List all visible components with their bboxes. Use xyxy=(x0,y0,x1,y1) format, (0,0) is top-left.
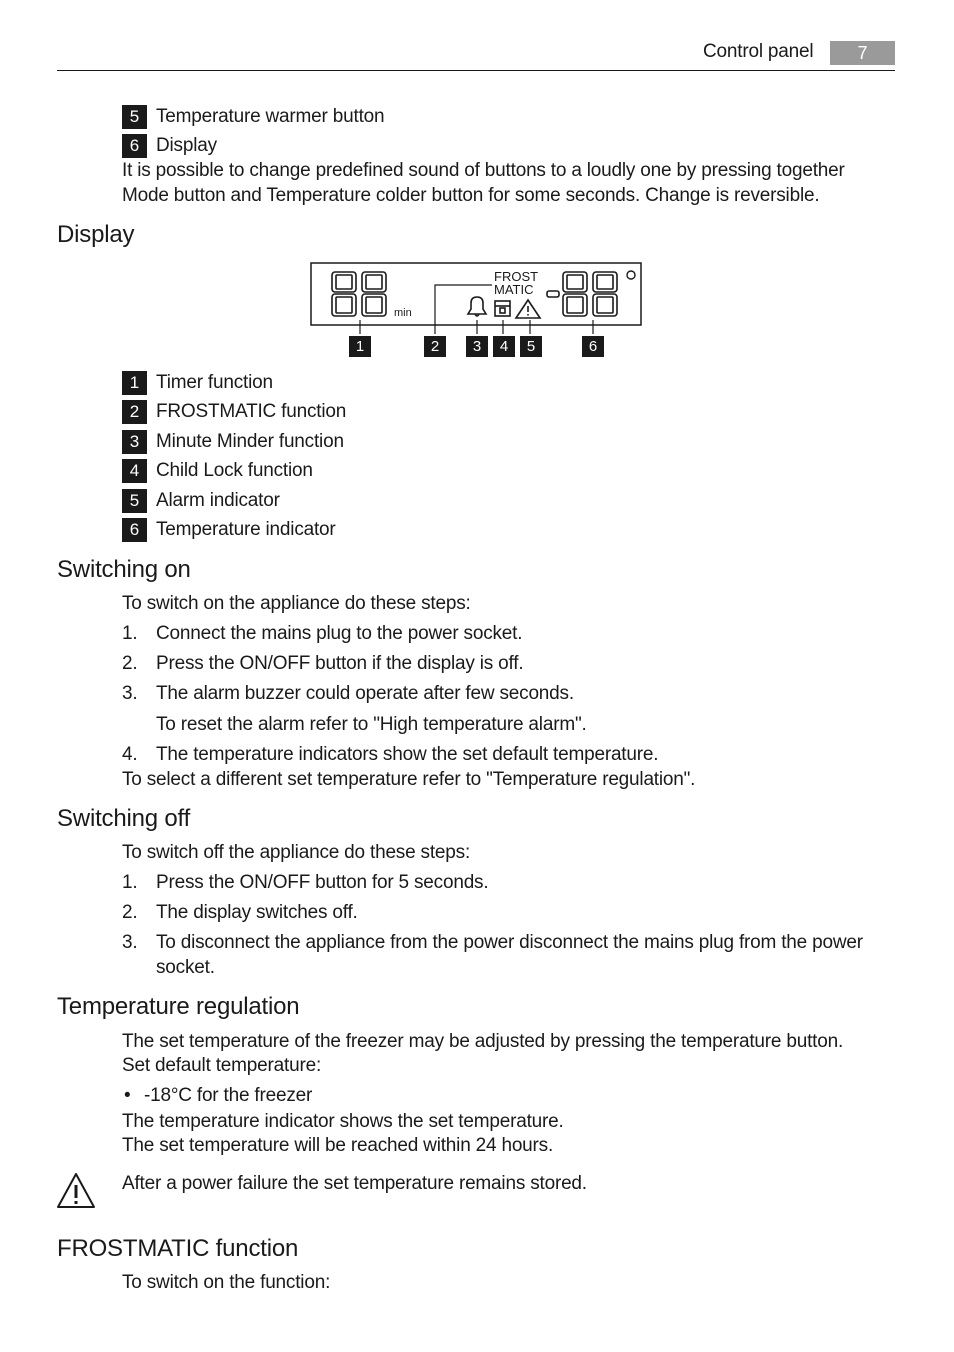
section-heading-temperature-regulation: Temperature regulation xyxy=(57,993,300,1020)
step-text: Connect the mains plug to the power socket. xyxy=(156,623,523,644)
paragraph-line: Set default temperature: xyxy=(122,1055,322,1076)
paragraph-line: The set temperature will be reached within 24 hours. xyxy=(122,1135,554,1156)
section-heading-frostmatic: FROSTMATIC function xyxy=(57,1235,299,1262)
item-number-badge: 5 xyxy=(122,105,147,129)
switching-on-intro: To switch on the appliance do these steps: xyxy=(122,593,471,614)
step-text-continued: socket. xyxy=(156,957,215,978)
item-label: Alarm indicator xyxy=(156,490,280,511)
sound-note-line: It is possible to change predefined sound of buttons to a loudly one by pressing together xyxy=(122,160,845,181)
bullet-dot: • xyxy=(124,1085,131,1106)
paragraph-line: The set temperature of the freezer may be adjusted by pressing the temperature button. xyxy=(122,1031,844,1052)
item-number-badge: 6 xyxy=(122,134,147,158)
item-label: FROSTMATIC function xyxy=(156,401,347,422)
frost-label-1: FROST xyxy=(494,269,539,284)
warning-icon xyxy=(57,1172,97,1210)
section-heading-display: Display xyxy=(57,221,135,248)
item-label: Minute Minder function xyxy=(156,431,344,452)
sound-note-line: Mode button and Temperature colder button for some seconds. Change is reversible. xyxy=(122,185,820,206)
item-number-badge: 5 xyxy=(122,489,147,513)
item-label: Timer function xyxy=(156,372,273,393)
item-label: Temperature warmer button xyxy=(156,106,385,127)
callout-badge: 1 xyxy=(349,336,371,357)
item-label: Child Lock function xyxy=(156,460,313,481)
item-label: Display xyxy=(156,135,217,156)
item-number-badge: 6 xyxy=(122,518,147,542)
item-number-badge: 3 xyxy=(122,430,147,454)
step-text: Press the ON/OFF button if the display is off. xyxy=(156,653,524,674)
callout-badge: 4 xyxy=(493,336,515,357)
callout-badge: 5 xyxy=(520,336,542,357)
step-text: Press the ON/OFF button for 5 seconds. xyxy=(156,872,489,893)
step-number: 1. xyxy=(122,623,138,644)
switching-off-intro: To switch off the appliance do these steps: xyxy=(122,842,471,863)
header-divider xyxy=(57,70,895,71)
step-text: The alarm buzzer could operate after few seconds. xyxy=(156,683,574,704)
warning-note: After a power failure the set temperature remains stored. xyxy=(122,1173,587,1194)
step-number: 3. xyxy=(122,683,138,704)
step-number: 3. xyxy=(122,932,138,953)
display-diagram xyxy=(310,262,642,358)
step-text: The display switches off. xyxy=(156,902,358,923)
switching-on-outro: To select a different set temperature refer to "Temperature regulation". xyxy=(122,769,696,790)
callout-badge: 2 xyxy=(424,336,446,357)
step-text: The temperature indicators show the set default temperature. xyxy=(156,744,659,765)
step-number: 2. xyxy=(122,902,138,923)
section-heading-switching-off: Switching off xyxy=(57,805,191,832)
step-number: 1. xyxy=(122,872,138,893)
callout-badge: 6 xyxy=(582,336,604,357)
frostmatic-intro: To switch on the function: xyxy=(122,1272,331,1293)
step-text: To disconnect the appliance from the power disconnect the mains plug from the power xyxy=(156,932,863,953)
callout-badge: 3 xyxy=(466,336,488,357)
item-number-badge: 4 xyxy=(122,459,147,483)
header-section-title: Control panel xyxy=(703,41,814,62)
item-number-badge: 2 xyxy=(122,400,147,424)
item-label: Temperature indicator xyxy=(156,519,336,540)
step-number: 4. xyxy=(122,744,138,765)
paragraph-line: The temperature indicator shows the set temperature. xyxy=(122,1111,564,1132)
section-heading-switching-on: Switching on xyxy=(57,556,191,583)
step-number: 2. xyxy=(122,653,138,674)
item-number-badge: 1 xyxy=(122,371,147,395)
bullet-text: -18°C for the freezer xyxy=(144,1085,313,1106)
min-label: min xyxy=(394,307,412,319)
page-number: 7 xyxy=(830,41,895,65)
frost-label-2: MATIC xyxy=(494,282,534,297)
step-text: To reset the alarm refer to "High temperature alarm". xyxy=(156,714,587,735)
